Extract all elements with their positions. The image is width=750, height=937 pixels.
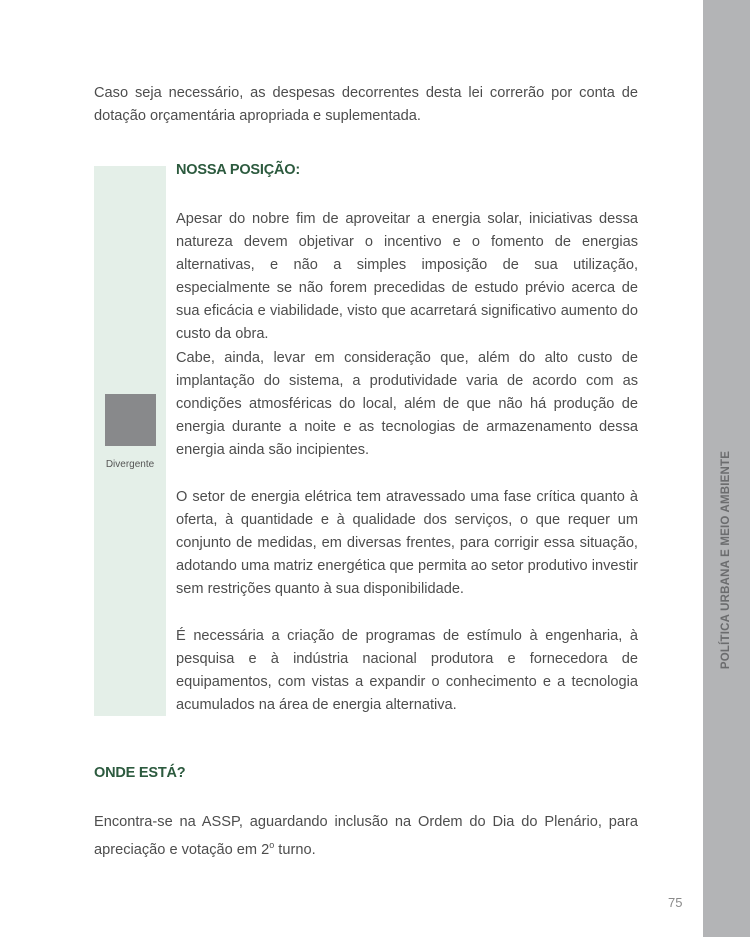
status-paragraph <box>94 811 638 862</box>
ordinal-indicator: o <box>269 840 275 850</box>
position-heading: NOSSA POSIÇÃO: <box>176 162 300 178</box>
stance-label: Divergente <box>105 459 155 470</box>
status-text-end: turno. <box>274 841 316 858</box>
position-paragraph-4: É necessária a criação de programas de estímulo à engenharia, à pesquisa e à indústria nacional produtora e fornecedora de equipamentos, com vistas a expandir o conhecimento e a tecnologia acumulados na área de energia alternativa. <box>176 628 638 713</box>
status-text: Encontra-se na ASSP, aguardando inclusão na Ordem do Dia do Plenário, para apreciação e votação em 2 <box>94 814 638 858</box>
position-paragraph-1: Apesar do nobre fim de aproveitar a energia solar, iniciativas dessa natureza devem objetivar o incentivo e o fomento de energias alternativas, e não a simples imposição de sua utilização, especialmente se não forem precedidas de estudo prévio acerca de sua eficácia e viabilidade, visto que acarretará significativo aumento do custo da obra. <box>176 211 638 342</box>
section-side-label: POLÍTICA URBANA E MEIO AMBIENTE <box>720 450 732 670</box>
position-paragraph-3: O setor de energia elétrica tem atravessado uma fase crítica quanto à oferta, à quantidade e à qualidade dos serviços, o que requer um conjunto de medidas, em diversas frentes, para corrigir essa situação, adotando uma matriz energética que permita ao setor produtivo investir sem restrições quanto à sua disponibilidade. <box>176 489 638 597</box>
position-paragraph-2: Cabe, ainda, levar em consideração que, além do alto custo de implantação do sistema, a produtividade varia de acordo com as condições atmosféricas do local, além de que não há produção de energia durante a noite e as tecnologias de armazenamento dessa energia ainda são incipientes. <box>176 350 638 458</box>
status-heading: ONDE ESTÁ? <box>94 765 186 781</box>
page-number: 75 <box>668 895 683 910</box>
stance-swatch <box>105 394 156 446</box>
intro-paragraph: Caso seja necessário, as despesas decorrentes desta lei correrão por conta de dotação orçamentária apropriada e suplementada. <box>94 85 638 124</box>
